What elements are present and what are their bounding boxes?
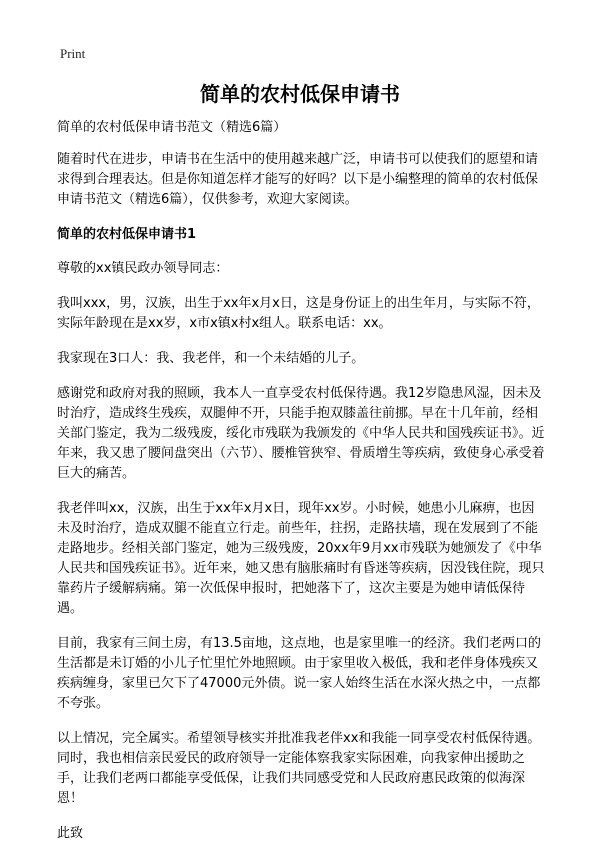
- body-paragraph: 我叫xxx，男，汉族，出生于xx年x月x日，这是身份证上的出生年月，与实际不符，实际年龄现在是xx岁，x市x镇x村x组人。联系电话：xx。: [57, 296, 540, 331]
- intro-paragraph: 随着时代在进步，申请书在生活中的使用越来越广泛，申请书可以使我们的愿望和请求得到合理表达。但是你知道怎样才能写的好吗？以下是小编整理的简单的农村低保申请书范文（精选6篇），仅供参考，欢迎大家阅读。: [57, 152, 539, 207]
- body-paragraph: 感谢党和政府对我的照顾，我本人一直享受农村低保待遇。我12岁隐患风湿，因未及时治疗，造成终生残疾，双腿伸不开，只能手抱双膝盖往前挪。早在十几年前，经相关部门鉴定，我为二级残废，绥化市残联为我颁发的《中华人民共和国残疾证书》。近年来，我又患了腰间盘突出（六节）、腰椎管狭窄、骨质增生等疾病，致使身心承受着巨大的痛苦。: [57, 386, 545, 481]
- page-title: 简单的农村低保申请书: [200, 82, 400, 106]
- section-heading: 简单的农村低保申请书1: [57, 227, 197, 242]
- document-body: [57, 118, 547, 859]
- body-paragraph: 我老伴叫xx，汉族，出生于xx年x月x日，现年xx岁。小时候，她患小儿麻痹，也因未及时治疗，造成双腿不能直立行走。前些年，拄拐，走路扶墙，现在发展到了不能走路地步。经相关部门鉴定，她为三级残废，20xx年9月xx市残联为她颁发了《中华人民共和国残疾证书》。近年来，她又患有脑胀痛时有昏迷等疾病，因没钱住院，现只靠药片子缓解病痛。第一次低保申报时，把她落下了，这次主要是为她申请低保待遇。: [57, 501, 545, 616]
- body-paragraph: 以上情况，完全属实。希望领导核实并批准我老伴xx和我能一同享受农村低保待遇。同时，我也相信亲民爱民的政府领导一定能体察我家实际困难，向我家伸出援助之手，让我们老两口都能享受低保，让我们共同感受党和人民政府惠民政策的似海深恩！: [57, 731, 541, 806]
- salutation: 尊敬的xx镇民政办领导同志：: [57, 261, 229, 276]
- body-paragraph: 目前，我家有三间土房，有13.5亩地，这点地，也是家里唯一的经济。我们老两口的生活都是未订婚的小儿子忙里忙外地照顾。由于家里收入极低，我和老伴身体残疾又疾病缠身，家里已欠下了47000元外债。说一家人始终生活在水深火热之中，一点都不夸张。: [57, 636, 541, 711]
- document-subtitle: 简单的农村低保申请书范文（精选6篇）: [57, 120, 287, 135]
- print-link[interactable]: Print: [60, 46, 86, 61]
- closing-line: 此致: [57, 826, 84, 841]
- body-paragraph: 我家现在3口人：我、我老伴，和一个未结婚的儿子。: [57, 351, 365, 366]
